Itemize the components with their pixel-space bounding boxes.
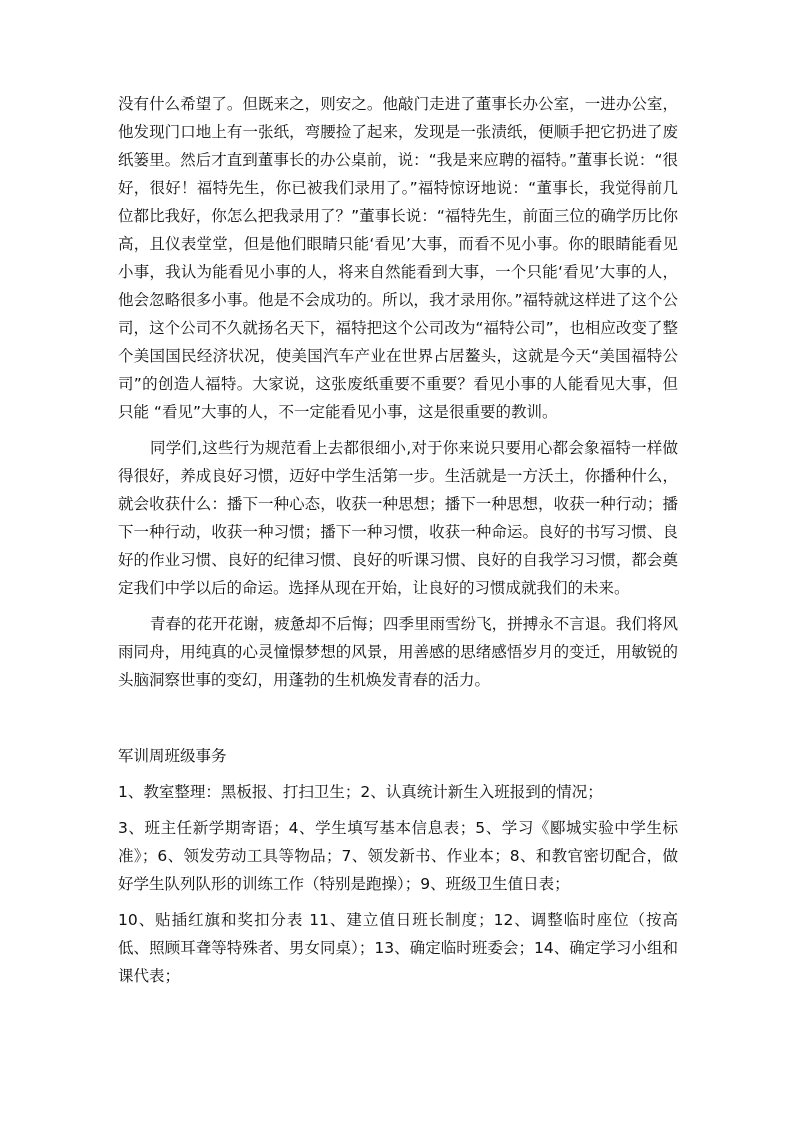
document-body [118,90,678,990]
section-title: 军训周班级事务 [118,747,227,765]
paragraph-ford-story: 没有什么希望了。但既来之，则安之。他敲门走进了董事长办公室，一进办公室，他发现门口地上有一张纸，弯腰捡了起来，发现是一张渍纸，便顺手把它扔进了废纸篓里。然后才直到董事长的办公桌前，说：“我是来应聘的福特。”董事长说：“很好，很好！福特先生，你已被我们录用了。”福特惊讶地说：“董事长，我觉得前几位都比我好，你怎么把我录用了？”董事长说：“福特先生，前面三位的确学历比你高，且仪表堂堂，但是他们眼睛只能‘看见’大事，而看不见小事。你的眼睛能看见小事，我认为能看见小事的人，将来自然能看到大事，一个只能‘看见’大事的人，他会忽略很多小事。他是不会成功的。所以，我才录用你。”福特就这样进了这个公司，这个公司不久就扬名天下，福特把这个公司改为“福特公司”，也相应改变了整个美国国民经济状况，使美国汽车产业在世界占居鳌头，这就是今天“美国福特公司”的创造人福特。大家说，这张废纸重要不重要？看见小事的人能看见大事，但只能 “看见”大事的人，不一定能看见小事，这是很重要的教训。 [118,95,678,421]
task-list-item: 3、班主任新学期寄语；4、学生填写基本信息表；5、学习《郾城实验中学生标准》；6、领发劳动工具等物品；7、领发新书、作业本；8、和教官密切配合，做好学生队列队形的训练工作（特别是跑操）；9、班级卫生值日表； [118,819,678,893]
paragraph-habits: 同学们,这些行为规范看上去都很细小,对于你来说只要用心都会象福特一样做得很好，养成良好习惯，迈好中学生活第一步。生活就是一方沃土，你播种什么，就会收获什么：播下一种心态，收获一种思想；播下一种思想，收获一种行动；播下一种行动，收获一种习惯；播下一种习惯，收获一种命运。良好的书写习惯、良好的作业习惯、良好的纪律习惯、良好的听课习惯、良好的自我学习习惯，都会奠定我们中学以后的命运。选择从现在开始，让良好的习惯成就我们的未来。 [118,439,678,597]
paragraph-youth: 青春的花开花谢，疲惫却不后悔；四季里雨雪纷飞，拼搏永不言退。我们将风雨同舟，用纯真的心灵憧憬梦想的风景，用善感的思绪感悟岁月的变迁，用敏锐的头脑洞察世事的变幻，用蓬勃的生机焕发青春的活力。 [118,615,678,689]
task-list-item: 10、贴插红旗和奖扣分表 11、建立值日班长制度；12、调整临时座位（按高低、照顾耳聋等特殊者、男女同桌）；13、确定临时班委会；14、确定学习小组和课代表； [118,911,678,985]
task-list-item: 1、教室整理：黑板报、打扫卫生；2、认真统计新生入班报到的情况； [118,783,603,801]
